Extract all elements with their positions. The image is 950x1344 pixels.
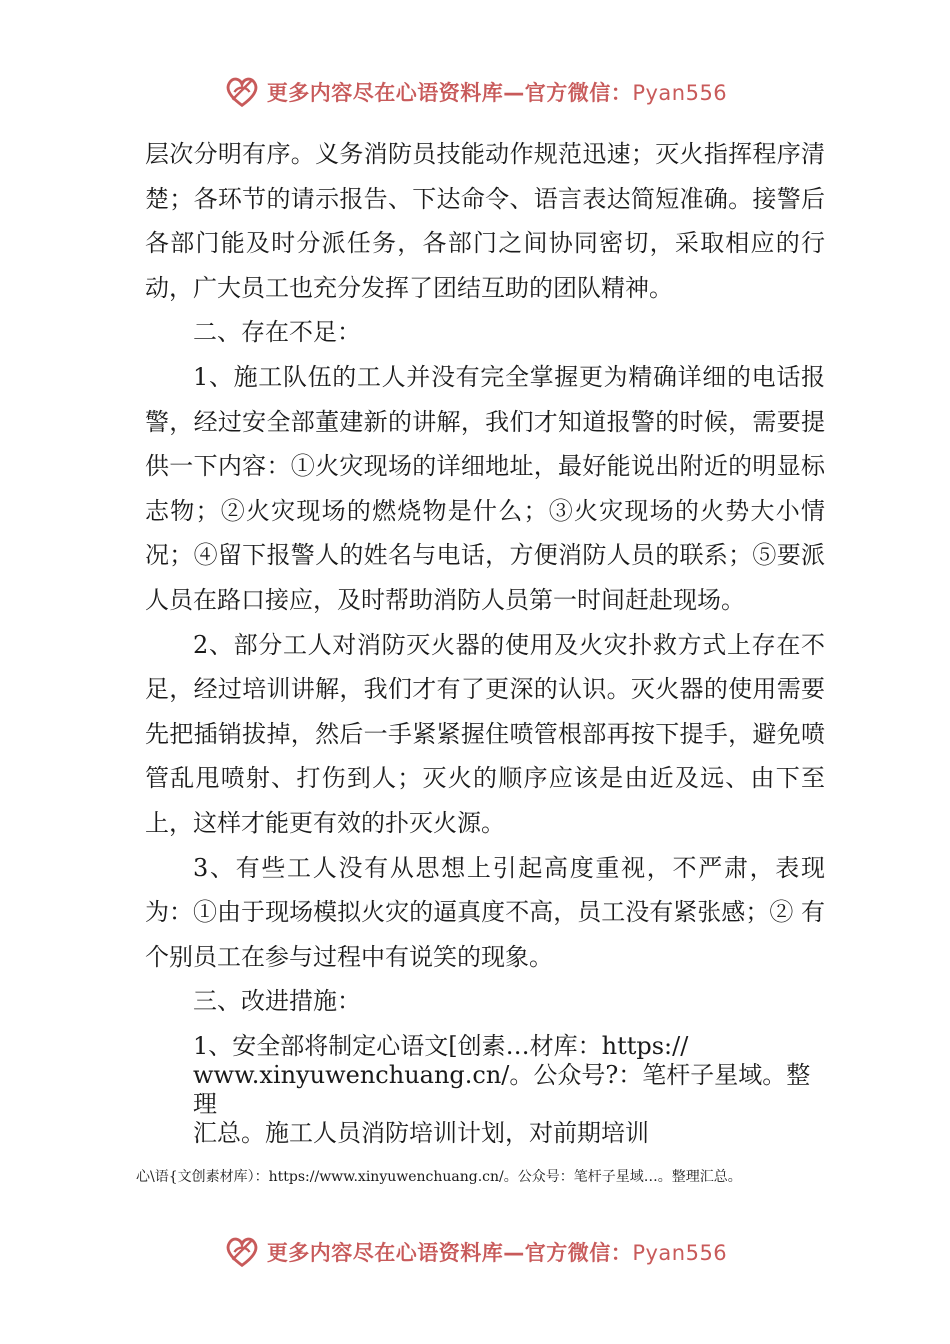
footnote: 心\语{文创素材库）：https://www.xinyuwenchuang.cn/。公众号：笔杆子星域…。整理汇总。 [136,1169,742,1185]
header-banner [0,68,950,116]
document-body [145,132,825,1148]
paragraph-1: 层次分明有序。义务消防员技能动作规范迅速；灭火指挥程序清楚；各环节的请示报告、下达命令、语言表达简短准确。接警后各部门能及时分派任务，各部门之间协同密切，采取相应的行动，广大员工也充分发挥了团结互助的团队精神。 [145,140,825,302]
footer-banner [0,1228,950,1276]
section-heading-3: 三、改进措施： [193,987,361,1016]
heart-logo-icon [223,73,261,111]
header-banner-text [267,77,727,107]
paragraph-5-line-3: 汇总。施工人员消防培训计划，对前期培训 [193,1118,649,1147]
header-banner-main: 更多内容尽在心语资料库—官方微信： [266,81,633,105]
paragraph-2: 1、施工队伍的工人并没有完全掌握更为精确详细的电话报警，经过安全部董建新的讲解，我们才知道报警的时候，需要提供一下内容：①火灾现场的详细地址，最好能说出附近的明显标志物；②火灾现场的燃烧物是什么；③火灾现场的火势大小情况；④留下报警人的姓名与电话，方便消防人员的联系；⑤要派人员在路口接应，及时帮助消防人员第一时间赶赴现场。 [145,362,825,614]
paragraph-4: 3、有些工人没有从思想上引起高度重视，不严肃，表现为：①由于现场模拟火灾的逼真度不高，员工没有紧张感；② 有个别员工在参与过程中有说笑的现象。 [145,853,825,971]
footer-banner-main: 更多内容尽在心语资料库—官方微信： [266,1241,633,1265]
section-heading-2: 二、存在不足： [193,318,361,347]
heart-logo-icon [223,1233,261,1271]
paragraph-5-line-2: www.xinyuwenchuang.cn/。公众号?：笔杆子星域。整理 [193,1060,811,1118]
footer-banner-text [267,1237,727,1267]
header-banner-wechat: Pyan556 [632,81,728,105]
footer-banner-wechat: Pyan556 [632,1241,728,1265]
paragraph-5-line-1: 1、安全部将制定心语文[创素…材库：https:// [193,1031,689,1060]
paragraph-5 [145,1032,825,1148]
paragraph-3: 2、部分工人对消防灭火器的使用及火灾扑救方式上存在不足，经过培训讲解，我们才有了更深的认识。灭火器的使用需要先把插销拔掉，然后一手紧紧握住喷管根部再按下提手，避免喷管乱甩喷射、打伤到人；灭火的顺序应该是由近及远、由下至上，这样才能更有效的扑灭火源。 [145,630,825,837]
